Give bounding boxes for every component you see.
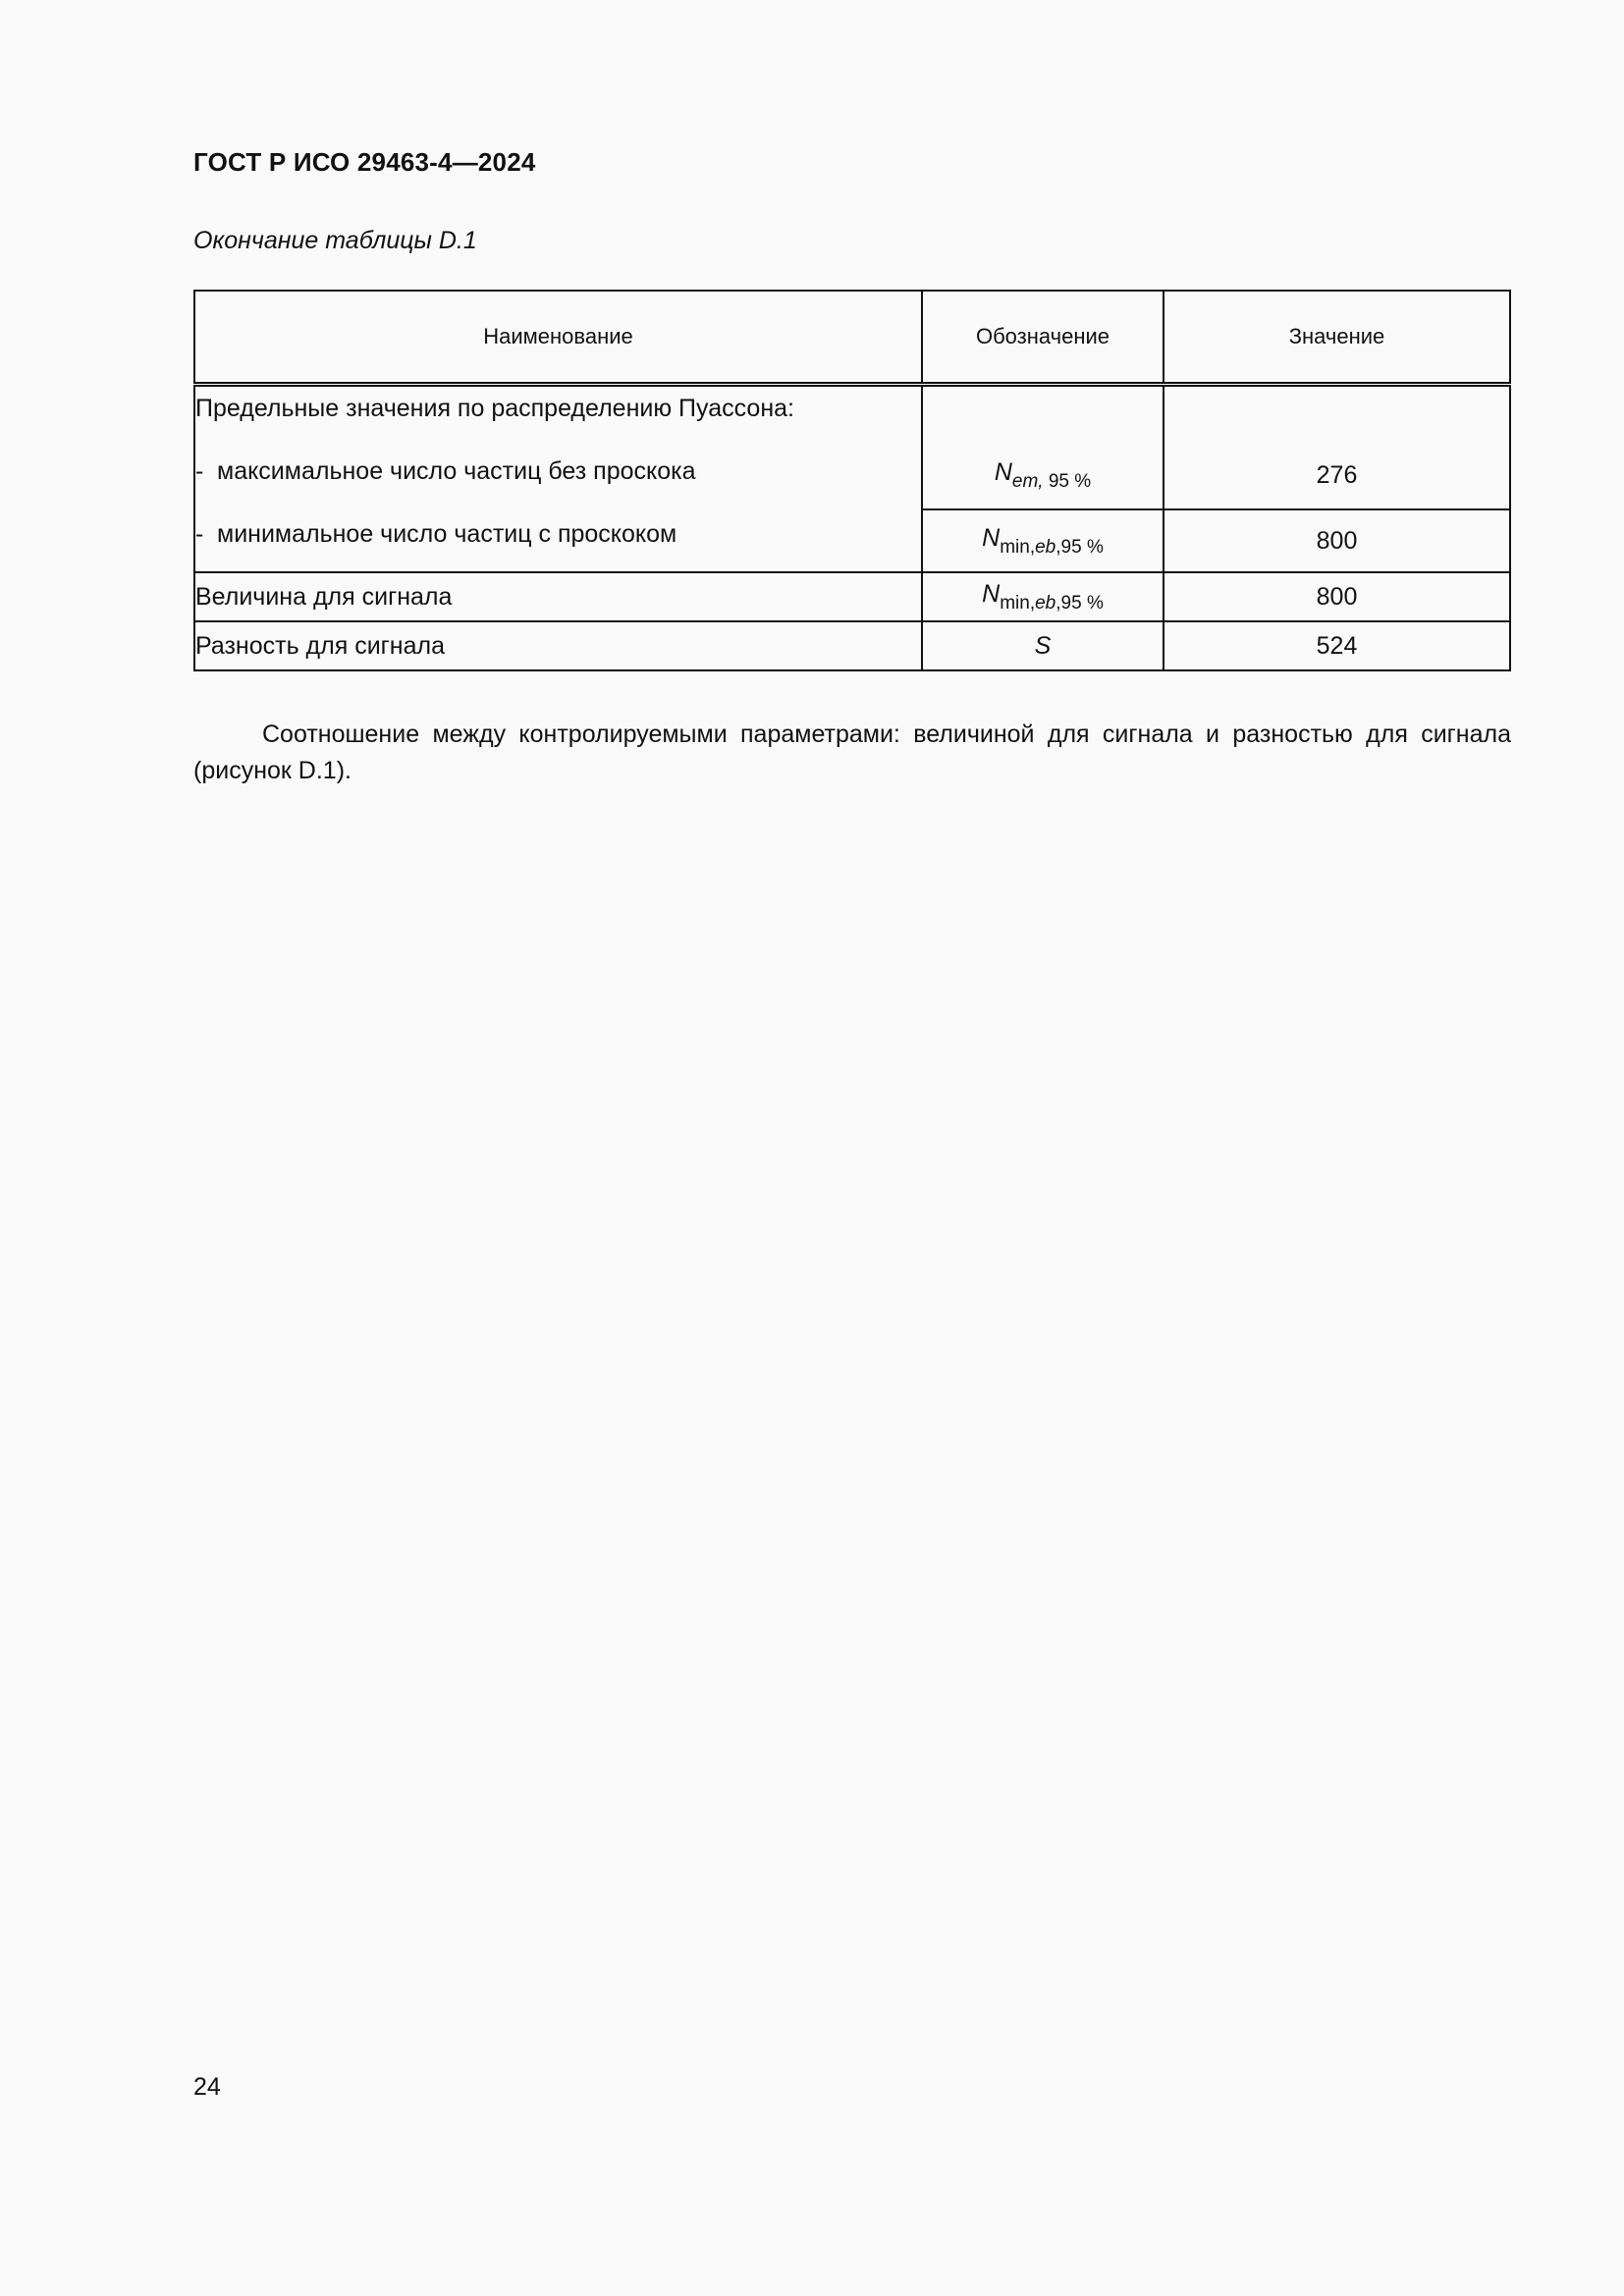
value-cell <box>1164 509 1510 572</box>
body-paragraph: Соотношение между контролируемыми параметрами: величиной для сигнала и разностью для сигнала (рисунок D.1). <box>193 721 1511 784</box>
symbol-cell <box>922 509 1164 572</box>
column-header-name: Наименование <box>194 291 922 385</box>
page-number: 24 <box>193 2073 221 2101</box>
symbol-n-min-eb: $N_{min,eb,95 \%}$ <box>982 579 1104 614</box>
table-row <box>194 572 1510 621</box>
symbol-s: S <box>1034 631 1052 660</box>
signal-magnitude-label: Величина для сигнала <box>194 572 922 621</box>
group-title: Предельные значения по распределению Пуассона: <box>195 395 794 422</box>
poisson-limits-cell <box>194 385 922 573</box>
table-row <box>194 385 1510 510</box>
column-header-value: Значение <box>1164 291 1510 385</box>
list-item-max-particles: - максимальное число частиц без проскока <box>195 457 696 485</box>
document-header: ГОСТ Р ИСО 29463-4—2024 <box>193 147 536 177</box>
value-cell <box>1164 385 1510 510</box>
symbol-cell <box>922 385 1164 510</box>
table-header-row <box>194 291 1510 385</box>
symbol-cell <box>922 621 1164 670</box>
symbol-n-min-eb: $N_{min,eb,95 \%}$ <box>982 523 1104 558</box>
parameters-table <box>193 290 1511 671</box>
signal-difference-label: Разность для сигнала <box>194 621 922 670</box>
table-caption: Окончание таблицы D.1 <box>193 227 477 254</box>
value-signal-difference: 524 <box>1164 621 1510 670</box>
symbol-n-em: $N_{em, 95 \%}$ <box>994 457 1092 492</box>
value-max-particles: 276 <box>1316 460 1358 489</box>
value-signal-magnitude: 800 <box>1164 572 1510 621</box>
column-header-symbol: Обозначение <box>922 291 1164 385</box>
symbol-cell <box>922 572 1164 621</box>
table-row <box>194 621 1510 670</box>
value-min-particles: 800 <box>1316 526 1358 555</box>
list-item-min-particles: - минимальное число частиц с проскоком <box>195 520 677 548</box>
